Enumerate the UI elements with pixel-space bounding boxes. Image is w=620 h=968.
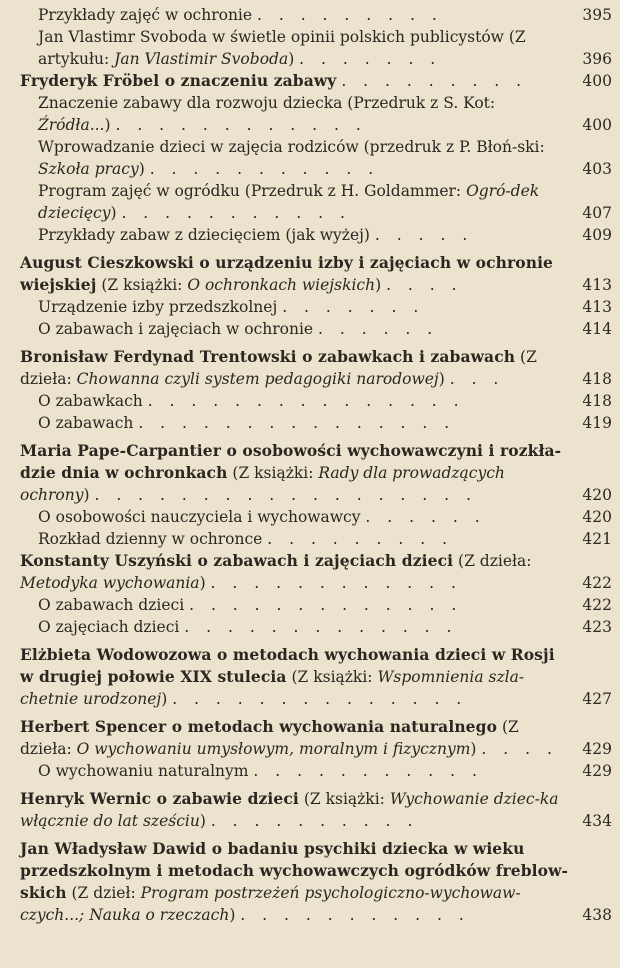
toc-entry-text bbox=[20, 788, 570, 832]
page-number: 413 bbox=[582, 276, 612, 294]
entry-text-part: ) bbox=[138, 160, 150, 178]
toc-subentry bbox=[0, 616, 620, 638]
section-title: Henryk Wernic o zabawie dzieci bbox=[20, 789, 299, 808]
toc-section-entry bbox=[0, 644, 620, 710]
toc-subentry bbox=[0, 318, 620, 340]
page-number: 396 bbox=[582, 50, 612, 68]
toc-entry-text bbox=[38, 136, 570, 180]
source-title: Metodyka wychowania bbox=[20, 574, 200, 592]
page-number: 422 bbox=[582, 596, 612, 614]
page-number: 438 bbox=[582, 906, 612, 924]
page-number: 400 bbox=[582, 72, 612, 90]
page-number: 420 bbox=[582, 508, 612, 526]
toc-entry-text bbox=[38, 528, 570, 550]
leader-dots: . . . . bbox=[386, 276, 463, 294]
page-number: 413 bbox=[582, 298, 612, 316]
entry-text-part: O zabawkach bbox=[38, 392, 148, 410]
section-title: Herbert Spencer o metodach wychowania naturalnego bbox=[20, 717, 498, 736]
page-number: 409 bbox=[582, 226, 612, 244]
toc-entry-text bbox=[20, 252, 570, 296]
page-number: 395 bbox=[582, 6, 612, 24]
toc-entry-text bbox=[38, 412, 570, 434]
toc-subentry bbox=[0, 26, 620, 70]
leader-dots: . . . . bbox=[481, 740, 558, 758]
toc-subentry bbox=[0, 224, 620, 246]
toc-entry-text bbox=[38, 616, 570, 638]
source-title: Wychowanie dziec-ka włącznie do lat sześciu bbox=[20, 790, 559, 830]
leader-dots: . . . . . . . bbox=[299, 50, 442, 68]
source-title: Szkoła pracy bbox=[38, 160, 139, 178]
page-number: 400 bbox=[582, 116, 612, 134]
toc-entry-text bbox=[38, 180, 570, 224]
toc-entry-text bbox=[38, 390, 570, 412]
page-number: 403 bbox=[582, 160, 612, 178]
toc-entry-text bbox=[20, 838, 570, 926]
entry-text-part: ) bbox=[199, 812, 211, 830]
leader-dots: . . . . . . bbox=[365, 508, 486, 526]
page-number: 419 bbox=[582, 414, 612, 432]
entry-text-part: (Z dzieła: bbox=[453, 552, 532, 570]
source-title: O ochronkach wiejskich bbox=[187, 276, 376, 294]
entry-text-part: Przykłady zabaw z dziecięciem (jak wyżej) bbox=[38, 226, 375, 244]
toc-entry-text bbox=[20, 716, 570, 760]
page-number: 414 bbox=[582, 320, 612, 338]
page-number: 429 bbox=[582, 762, 612, 780]
leader-dots: . . . . . bbox=[374, 226, 474, 244]
toc-section-entry bbox=[0, 440, 620, 506]
entry-text-part: Przykłady zajęć w ochronie bbox=[38, 6, 257, 24]
source-title: Chowanna czyli system pedagogiki narodowej bbox=[76, 370, 439, 388]
toc-entry-text bbox=[38, 594, 570, 616]
source-title: Wspomnienia szla-chetnie urodzonej bbox=[20, 668, 525, 708]
toc-entry-text bbox=[38, 506, 570, 528]
page-number: 429 bbox=[582, 740, 612, 758]
leader-dots: . . . . . . . . . . . . bbox=[210, 574, 462, 592]
section-title: Bronisław Ferdynad Trentowski o zabawkach i zabawach bbox=[20, 347, 516, 366]
toc-entry-text bbox=[20, 440, 570, 506]
toc-entry-text bbox=[20, 644, 570, 710]
entry-text-part: ) bbox=[199, 574, 211, 592]
toc-entry-text bbox=[20, 70, 570, 92]
toc-subentry bbox=[0, 760, 620, 782]
toc-entry-text bbox=[38, 26, 570, 70]
toc-section-entry bbox=[0, 838, 620, 926]
entry-text-part: O zabawach dzieci bbox=[38, 596, 190, 614]
entry-text-part: Znaczenie zabawy dla rozwoju dziecka (Przedruk z S. Kot: bbox=[38, 94, 496, 112]
page-number: 422 bbox=[582, 574, 612, 592]
page-number: 434 bbox=[582, 812, 612, 830]
entry-text-part: ) bbox=[438, 370, 450, 388]
page-number: 407 bbox=[582, 204, 612, 222]
leader-dots: . . . . . . . . . . . . . . . bbox=[147, 392, 465, 410]
entry-text-part: (Z książki: bbox=[227, 464, 319, 482]
leader-dots: . . . . . . . . . bbox=[341, 72, 528, 90]
toc-subentry bbox=[0, 390, 620, 412]
entry-text-part: ) bbox=[229, 906, 241, 924]
source-title: Źródła... bbox=[38, 116, 105, 134]
section-title: Fryderyk Fröbel o znaczeniu zabawy bbox=[20, 71, 337, 90]
entry-text-part: Urządzenie izby przedszkolnej bbox=[38, 298, 283, 316]
toc-subentry bbox=[0, 136, 620, 180]
entry-text-part: ) bbox=[104, 116, 116, 134]
source-title: Jan Vlastimir Svoboda bbox=[114, 50, 289, 68]
toc-section-entry bbox=[0, 346, 620, 390]
section-title: Elżbieta Wodowozowa o metodach wychowania dzieci w Rosji w drugiej połowie XIX stulecia bbox=[20, 645, 555, 686]
source-title: Rady dla prowadzących ochrony bbox=[20, 464, 505, 504]
toc-entry-text bbox=[20, 346, 570, 390]
entry-text-part: O wychowaniu naturalnym bbox=[38, 762, 254, 780]
entry-text-part: ) bbox=[375, 276, 387, 294]
table-of-contents bbox=[0, 4, 620, 926]
entry-text-part: Rozkład dzienny w ochronce bbox=[38, 530, 268, 548]
entry-text-part: O zajęciach dzieci bbox=[38, 618, 185, 636]
entry-text-part: ) bbox=[110, 204, 122, 222]
toc-subentry bbox=[0, 92, 620, 136]
leader-dots: . . . . . . . . . . bbox=[210, 812, 419, 830]
entry-text-part: ) bbox=[470, 740, 482, 758]
leader-dots: . . . . . . . . . . . bbox=[240, 906, 470, 924]
entry-text-part: (Z dzieła: bbox=[20, 348, 537, 388]
entry-text-part: (Z dzieła: bbox=[20, 718, 519, 758]
page-number: 418 bbox=[582, 370, 612, 388]
page-number: 421 bbox=[582, 530, 612, 548]
page-number: 418 bbox=[582, 392, 612, 410]
toc-subentry bbox=[0, 528, 620, 550]
leader-dots: . . . . . . . . . bbox=[257, 6, 443, 24]
toc-section-entry bbox=[0, 716, 620, 760]
section-title: Konstanty Uszyński o zabawach i zajęciach dzieci bbox=[20, 551, 454, 570]
toc-subentry bbox=[0, 506, 620, 528]
section-title: Jan Władysław Dawid o badaniu psychiki dziecka w wieku przedszkolnym i metodach wychowawczych ogródków freblow-skich bbox=[20, 839, 569, 902]
entry-text-part: Jan Vlastimr Svoboda w świetle opinii polskich publicystów (Z artykułu: bbox=[38, 28, 526, 68]
entry-text-part: O osobowości nauczyciela i wychowawcy bbox=[38, 508, 366, 526]
entry-text-part: (Z książki: bbox=[286, 668, 378, 686]
entry-text-part: ) bbox=[161, 690, 173, 708]
entry-text-part: Wprowadzanie dzieci w zajęcia rodziców (przedruk z P. Błoń-ski: bbox=[38, 138, 545, 156]
leader-dots: . . . . . . . . . . . . . . . bbox=[138, 414, 456, 432]
leader-dots: . . . . . . . . . . . . . . bbox=[172, 690, 468, 708]
page-number: 420 bbox=[582, 486, 612, 504]
leader-dots: . . . bbox=[449, 370, 505, 388]
toc-section-entry bbox=[0, 70, 620, 92]
entry-text-part: (Z książki: bbox=[96, 276, 188, 294]
entry-text-part: Program zajęć w ogródku (Przedruk z H. Goldammer: bbox=[38, 182, 467, 200]
source-title: Program postrzeżeń psychologiczno-wychowaw-czych...; Nauka o rzeczach bbox=[20, 884, 521, 924]
entry-text-part: ) bbox=[83, 486, 95, 504]
leader-dots: . . . . . . . . . . . . . bbox=[189, 596, 463, 614]
toc-section-entry bbox=[0, 252, 620, 296]
leader-dots: . . . . . . . . . . . bbox=[149, 160, 380, 178]
leader-dots: . . . . . . . . . . . . bbox=[115, 116, 367, 134]
source-title: Ogró-dek dziecięcy bbox=[38, 182, 540, 222]
entry-text-part: (Z książki: bbox=[298, 790, 390, 808]
toc-entry-text bbox=[38, 4, 570, 26]
toc-entry-text bbox=[38, 296, 570, 318]
entry-text-part: O zabawach bbox=[38, 414, 139, 432]
section-title: Maria Pape-Carpantier o osobowości wychowawczyni i rozkła-dzie dnia w ochronkach bbox=[20, 441, 562, 482]
toc-subentry bbox=[0, 412, 620, 434]
toc-subentry bbox=[0, 594, 620, 616]
toc-section-entry bbox=[0, 550, 620, 594]
toc-section-entry bbox=[0, 788, 620, 832]
page-number: 423 bbox=[582, 618, 612, 636]
toc-entry-text bbox=[38, 92, 570, 136]
leader-dots: . . . . . . bbox=[318, 320, 439, 338]
leader-dots: . . . . . . . . . . . bbox=[121, 204, 351, 222]
entry-text-part: (Z dzieł: bbox=[66, 884, 141, 902]
leader-dots: . . . . . . . bbox=[282, 298, 425, 316]
toc-entry-text bbox=[20, 550, 570, 594]
toc-subentry bbox=[0, 4, 620, 26]
entry-text-part: ) bbox=[288, 50, 300, 68]
leader-dots: . . . . . . . . . bbox=[267, 530, 454, 548]
leader-dots: . . . . . . . . . . . bbox=[253, 762, 483, 780]
leader-dots: . . . . . . . . . . . . . bbox=[184, 618, 458, 636]
toc-subentry bbox=[0, 296, 620, 318]
source-title: O wychowaniu umysłowym, moralnym i fizycznym bbox=[76, 740, 471, 758]
entry-text-part: O zabawach i zajęciach w ochronie bbox=[38, 320, 319, 338]
toc-subentry bbox=[0, 180, 620, 224]
page-number: 427 bbox=[582, 690, 612, 708]
leader-dots: . . . . . . . . . . . . . . . . . . bbox=[94, 486, 477, 504]
toc-entry-text bbox=[38, 224, 570, 246]
toc-entry-text bbox=[38, 318, 570, 340]
section-title: August Cieszkowski o urządzeniu izby i zajęciach w ochronie wiejskiej bbox=[20, 253, 554, 294]
toc-entry-text bbox=[38, 760, 570, 782]
